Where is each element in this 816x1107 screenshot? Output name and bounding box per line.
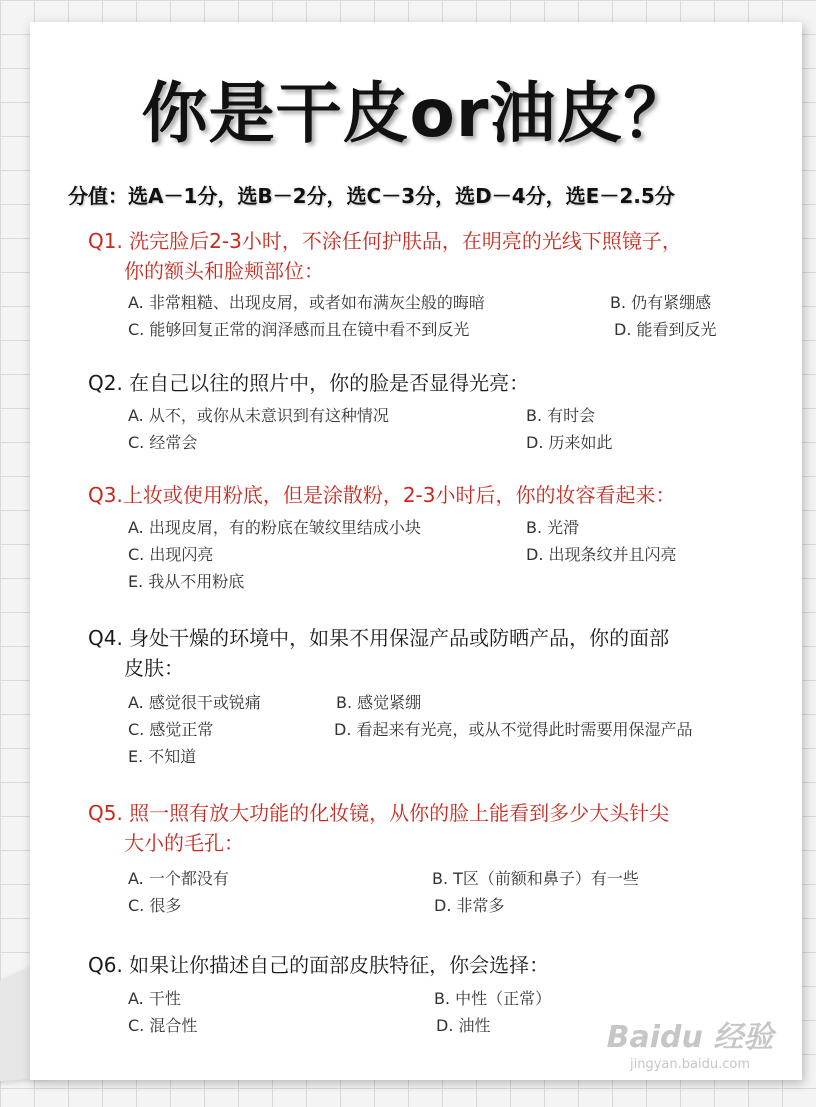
question-4-line1: Q4. 身处干燥的环境中，如果不用保湿产品或防晒产品，你的面部	[88, 626, 670, 650]
question-1-option-c: C. 能够回复正常的润泽感而且在镜中看不到反光	[128, 320, 470, 339]
question-3	[88, 480, 788, 510]
question-1	[88, 226, 788, 286]
question-4-option-b: B. 感觉紧绷	[336, 693, 422, 712]
question-2	[88, 368, 788, 398]
question-4-option-c: C. 感觉正常	[128, 720, 214, 739]
question-4	[88, 623, 788, 683]
question-5-option-a: A. 一个都没有	[128, 869, 229, 888]
question-3-option-c: C. 出现闪亮	[128, 545, 214, 564]
quiz-card	[30, 22, 802, 1080]
question-3-option-b: B. 光滑	[526, 518, 580, 537]
question-3-option-d: D. 出现条纹并且闪亮	[526, 545, 677, 564]
question-2-option-a: A. 从不，或你从未意识到有这种情况	[128, 406, 389, 425]
watermark-url: jingyan.baidu.com	[630, 1057, 750, 1072]
question-5-line2: 大小的毛孔：	[124, 831, 244, 855]
question-2-option-c: C. 经常会	[128, 433, 198, 452]
question-3-option-a: A. 出现皮屑，有的粉底在皱纹里结成小块	[128, 518, 421, 537]
question-4-option-a: A. 感觉很干或锐痛	[128, 693, 261, 712]
question-6	[88, 950, 788, 980]
question-1-option-a: A. 非常粗糙、出现皮屑，或者如布满灰尘般的晦暗	[128, 293, 485, 312]
question-5	[88, 798, 788, 858]
question-3-option-e: E. 我从不用粉底	[128, 572, 245, 591]
page-title: 你是干皮or油皮？	[141, 75, 691, 152]
question-2-option-b: B. 有时会	[526, 406, 596, 425]
baidu-watermark	[600, 1020, 780, 1082]
question-5-option-b: B. T区（前额和鼻子）有一些	[432, 869, 639, 888]
scoring-rules: 分值：选A－1分，选B－2分，选C－3分，选D－4分，选E－2.5分	[68, 184, 675, 208]
question-5-option-c: C. 很多	[128, 896, 182, 915]
question-4-option-d: D. 看起来有光亮，或从不觉得此时需要用保湿产品	[334, 720, 693, 739]
question-5-option-d: D. 非常多	[434, 896, 505, 915]
question-6-option-a: A. 干性	[128, 989, 181, 1008]
question-4-option-e: E. 不知道	[128, 747, 197, 766]
question-6-option-c: C. 混合性	[128, 1016, 198, 1035]
question-2-option-d: D. 历来如此	[526, 433, 613, 452]
question-1-option-b: B. 仍有紧绷感	[610, 293, 712, 312]
question-5-line1: Q5. 照一照有放大功能的化妆镜，从你的脸上能看到多少大头针尖	[88, 801, 670, 825]
watermark-logo-text: Baidu 经验	[606, 1020, 774, 1055]
question-1-line1: Q1. 洗完脸后2-3小时，不涂任何护肤品，在明亮的光线下照镜子，	[88, 229, 682, 253]
question-6-option-d: D. 油性	[436, 1016, 491, 1035]
question-1-option-d: D. 能看到反光	[614, 320, 717, 339]
question-6-option-b: B. 中性（正常）	[434, 989, 552, 1008]
question-6-line1: Q6. 如果让你描述自己的面部皮肤特征，你会选择：	[88, 953, 550, 977]
question-2-line1: Q2. 在自己以往的照片中，你的脸是否显得光亮：	[88, 371, 530, 395]
question-3-line1: Q3.上妆或使用粉底，但是涂散粉，2-3小时后，你的妆容看起来：	[88, 483, 676, 507]
question-1-line2: 你的额头和脸颊部位：	[124, 259, 324, 283]
question-4-line2: 皮肤：	[124, 656, 184, 680]
